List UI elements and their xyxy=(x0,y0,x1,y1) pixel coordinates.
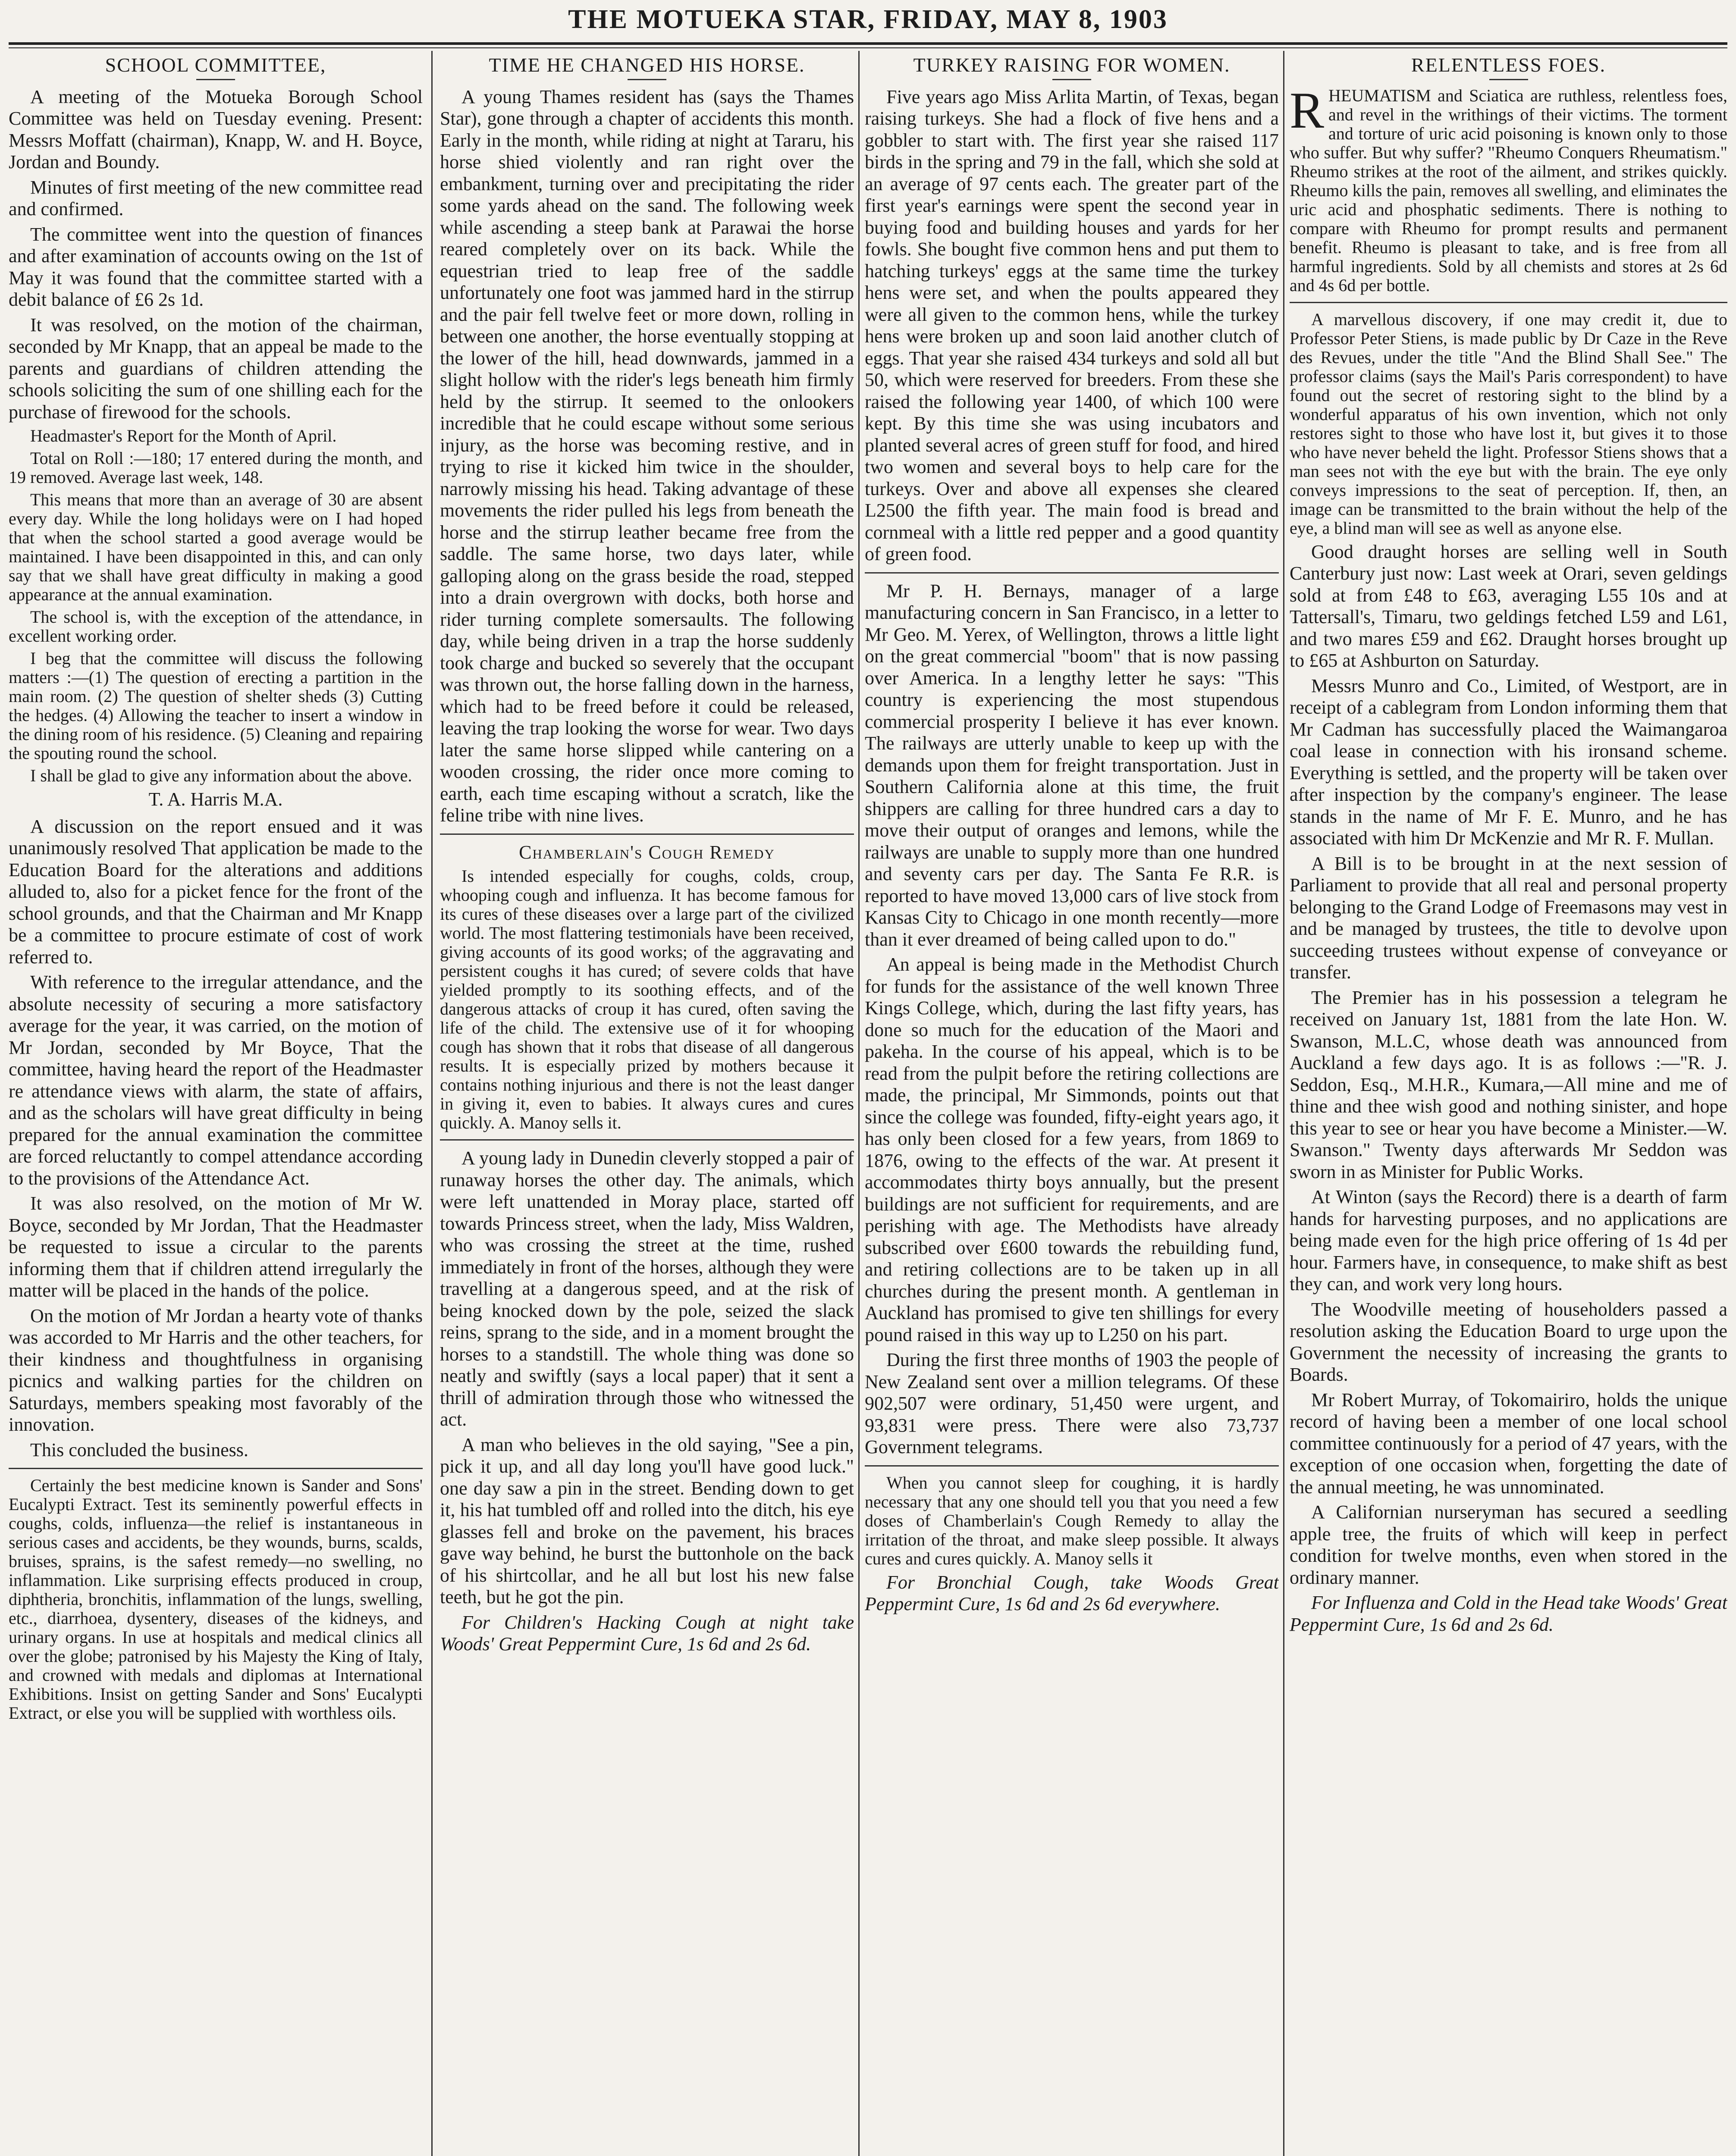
article-paragraph: Five years ago Miss Arlita Martin, of Texas, began raising turkeys. She had a flock of five hens and a gobbler to start with. The first year she raised 117 birds in the spring and 79 in the fall, which she sold at an average of 97 cents each. The greater part of the first year's earnings were spent the second year in buying food and building houses and yards for her fowls. She bought five common hens and put them to hatching turkeys' eggs at the same time the turkey hens were set, and when the poults appeared they were all given to the common hens, while the turkey hens were broken up and soon laid another clutch of eggs. That year she raised 434 turkeys and sold all but 50, which were reserved for breeders. From these she raised the following year 1400, of which 100 were kept. By this time she was using incubators and planted several acres of green stuff for food, and hired two women and several boys to help care for the turkeys. Over and above all expenses she cleared L2500 the fifth year. The main food is bread and cornmeal with a little red pepper and a good quantity of green food. xyxy=(865,86,1279,564)
report-paragraph: I shall be glad to give any information about the above. xyxy=(30,766,412,785)
headline-school-committee: SCHOOL COMMITTEE, xyxy=(105,54,326,76)
article-paragraph: A marvellous discovery, if one may credit it, due to Professor Peter Stiens, is made public by Dr Caze in the Reve des Revues, under the title "And the Blind Shall See." The professor claims (says the Mail's Paris correspondent) to have found out the secret of restoring sight to the blind by a wonderful apparatus of his own invention, which not only restores sight to those who have lost it, but gives it to those who have never beheld the light. Professor Stiens shows that a man sees not with the eye but with the brain. The eye only conveys impressions to the seat of perception. If, then, an image can be transmitted to the brain without the help of the eye, a blind man will see as well as anyone else. xyxy=(1290,309,1727,538)
column-separator xyxy=(865,1465,1279,1467)
advertisement-text: HEUMATISM and Sciatica are ruthless, relentless foes, and revel in the writhings of their victims. The torment and torture of uric acid poisoning is known only to those who suffer. But why suffer? "Rheumo Conquers Rheumatism." Rheumo strikes at the root of the ailment, and strikes quickly. Rheumo kills the pain, removes all swelling, and eliminates the uric acid and phosphatic sediments. There is nothing to compare with Rheumo for prompt results and permanent benefit. Rheumo is pleasant to take, and is free from all harmful ingredients. Sold by all chemists and stores at 2s 6d and 4s 6d per bottle. xyxy=(1290,85,1727,295)
article-paragraph: A discussion on the report ensued and it was unanimously resolved That application be made to the Education Board for the alterations and additions alluded to, also for a picket fence for the front of the school grounds, and that the Chairman and Mr Knapp be a committee to procure estimate of cost of work referred to. xyxy=(9,815,423,968)
report-paragraph: The school is, with the exception of the attendance, in excellent working order. xyxy=(9,607,423,646)
article-paragraph: A man who believes in the old saying, "See a pin, pick it up, and all day long you'll have good luck." one day saw a pin in the street. Bending down to get it, his hat tumbled off and rolled into the ditch, his eye glasses fell and broke on the pavement, his braces gave way behind, he burst the buttonhole on the back of his shirtcollar, and he all but lost his new false teeth, but he got the pin. xyxy=(440,1434,854,1608)
masthead-rule xyxy=(9,42,1727,45)
footer-advert: For Children's Hacking Cough at night take Woods' Great Peppermint Cure, 1s 6d and 2s 6d. xyxy=(440,1611,854,1655)
advertisement-cough-remedy xyxy=(440,867,854,1132)
column-separator xyxy=(9,1468,423,1469)
drop-cap: R xyxy=(1290,81,1325,139)
report-paragraph: I beg that the committee will discuss the following matters :—(1) The question of erecting a partition in the main room. (2) The question of shelter sheds (3) Cutting the hedges. (4) Allowing the teacher to insert a window in the dining room of his residence. (5) Cleaning and repairing the spouting round the school. xyxy=(9,649,423,763)
article-paragraph: Mr P. H. Bernays, manager of a large manufacturing concern in San Francisco, in a letter to Mr Geo. M. Yerex, of Wellington, throws a little light on the great commercial "boom" that is now passing over America. In a lengthy letter he says: "This country is experiencing the most stupendous commercial prosperity I believe it has ever known. The railways are utterly unable to keep up with the demands upon them for freight transportation. Just in Southern California alone at this time, the fruit shippers are calling for three hundred cars a day to move their output of oranges and lemons, while the railways are unable to supply more than one hundred and seventy cars per day. The Santa Fe R.R. is reported to have moved 13,000 cars of live stock from Kansas City to Chicago in one month recently—more than it ever dreamed of being called upon to do." xyxy=(865,580,1279,950)
advertisement-text: When you cannot sleep for coughing, it is hardly necessary that any one should tell you that you need a few doses of Chamberlain's Cough Remedy to allay the irritation of the throat, and make sleep possible. It always cures and cures quickly. A. Manoy sells it xyxy=(865,1473,1279,1568)
article-paragraph: A young Thames resident has (says the Thames Star), gone through a chapter of accidents this month. Early in the month, while riding at night at Tararu, his horse shied violently and ran right over the embankment, turning over and precipitating the rider some yards ahead on the sand. The following week while ascending a steep bank at Parawai the horse reared completely over on its back. While the equestrian tried to leap free of the saddle unfortunately one foot was jammed hard in the stirrup and the pair fell twelve feet or more down, rolling in between one another, the horse eventually stopping at the lower of the hill, head downwards, jammed in a slight hollow with the rider's legs beneath him firmly held by the stirrup. It seemed to the onlookers incredible that he could escape without some serious injury, as the horse was becoming restive, and in trying to rise it kicked him twice in the shoulder, narrowly missing his head. Taking advantage of these movements the rider pulled his legs from beneath the horse and the stirrup leather became free from the saddle. The same horse, two days later, while galloping along on the grass beside the road, stepped into a drain overgrown with docks, both horse and rider turning complete somersaults. The following day, while being driven in a trap the horse suddenly took charge and bucked so severely that the occupant was thrown out, the horse falling down in the harness, which had to be freed before it could be released, leaving the trap looking the worse for wear. Two days later the same horse slipped while cantering on a wooden crossing, the rider once more coming to earth, each time escaping without a scratch, like the feline tribe with nine lives. xyxy=(440,86,854,826)
article-paragraph: Mr Robert Murray, of Tokomairiro, holds the unique record of having been a member of one local school committee continuously for a period of 47 years, with the exception of one occasion when, forgetting the date of the annual meeting, he was unnominated. xyxy=(1290,1389,1727,1498)
footer-advert: For Bronchial Cough, take Woods Great Peppermint Cure, 1s 6d and 2s 6d everywhere. xyxy=(865,1571,1279,1614)
advertisement-eucalypti xyxy=(9,1476,423,1723)
report-paragraph: This means that more than an average of 30 are absent every day. While the long holidays were on I had hoped that when the school started a good average would be maintained. I have been disappointed in this, and can only say that we shall have great difficulty in making a good appearance at the annual examination. xyxy=(9,490,423,604)
article-paragraph: A Californian nurseryman has secured a seedling apple tree, the fruits of which will keep in perfect condition for twelve months, even when stored in the ordinary manner. xyxy=(1290,1501,1727,1588)
advertisement-title: Chamberlain's Cough Remedy xyxy=(519,841,775,863)
article-paragraph: The Woodville meeting of householders passed a resolution asking the Education Board to urge upon the Government the necessity of increasing the grants to Boards. xyxy=(1290,1298,1727,1385)
column-separator xyxy=(440,834,854,835)
headmaster-report xyxy=(9,426,423,785)
column-separator xyxy=(440,1139,854,1141)
footer-advert: For Influenza and Cold in the Head take Woods' Great Peppermint Cure, 1s 6d and 2s 6d. xyxy=(1290,1592,1727,1635)
column-school-committee xyxy=(9,51,423,2156)
headline-turkey: TURKEY RAISING FOR WOMEN. xyxy=(913,54,1231,76)
article-paragraph: This concluded the business. xyxy=(30,1439,248,1460)
advertisement-text: Certainly the best medicine known is Sander and Sons' Eucalypti Extract. Test its seminently powerful effects in coughs, colds, influenza—the relief is instantaneous in serious cases and accidents, be they wounds, burns, scalds, bruises, sprains, is the safest remedy—no swelling, no inflammation. Like surprising effects produced in croup, diphtheria, bronchitis, inflammation of the lungs, swelling, etc., diarrhoea, dysentery, diseases of the kidneys, and urinary organs. In use at hospitals and medical clinics all over the globe; patronised by his Majesty the King of Italy, and crowned with medals and diplomas at International Exhibitions. Insist on getting Sander and Sons' Eucalypti Extract, or else you will be supplied with worthless oils. xyxy=(9,1476,423,1723)
column-rule xyxy=(858,51,860,2156)
headline-relentless: RELENTLESS FOES. xyxy=(1411,54,1606,76)
article-paragraph: Minutes of first meeting of the new committee read and confirmed. xyxy=(9,176,423,219)
column-separator xyxy=(865,572,1279,573)
headline-dash xyxy=(1489,79,1528,80)
article-paragraph: The committee went into the question of finances and after examination of accounts owing on the 1st of May it was found that the committee started with a debit balance of £6 2s 1d. xyxy=(9,223,423,310)
article-paragraph: With reference to the irregular attendance, and the absolute necessity of securing a more satisfactory average for the year, it was carried, on the motion of Mr Jordan, seconded by Mr Boyce, That the committee, having heard the report of the Headmaster re attendance views with alarm, the state of affairs, and as the scholars will have great difficulty in being prepared for the annual examination the committee are forced reluctantly to compel attendance according to the provisions of the Attendance Act. xyxy=(9,971,423,1189)
article-paragraph: At Winton (says the Record) there is a dearth of farm hands for harvesting purposes, and no applications are being made even for the high price offering of 1s 4d per hour. Farmers have, in consequence, to make shift as best they can, and work very long hours. xyxy=(1290,1186,1727,1294)
column-rule xyxy=(431,51,433,2156)
article-paragraph: A meeting of the Motueka Borough School Committee was held on Tuesday evening. Present: Messrs Moffatt (chairman), Knapp, W. and H. Boyce, Jordan and Boundy. xyxy=(9,86,423,172)
column-turkey xyxy=(865,51,1279,2156)
headline-horse: TIME HE CHANGED HIS HORSE. xyxy=(489,54,805,76)
masthead-rule-thin xyxy=(9,47,1727,48)
article-paragraph: An appeal is being made in the Methodist Church for funds for the assistance of the well known Three Kings College, which, during the last fifty years, has done so much for the education of the Maori and pakeha. In the course of his appeal, which is to be read from the pulpit before the retiring collections are made, the principal, Mr Simmonds, points out that since the college was founded, fifty-eight years ago, it has only been closed for a few years, from 1869 to 1876, owing to the effects of the war. At present it accommodates thirty boys annually, but the present buildings are not sufficient for requirements, and are perishing with age. The Methodists have already subscribed over £600 towards the rebuilding fund, and retiring collections are to be taken up in all churches during the present month. A gentleman in Auckland has promised to give ten shillings for every pound raised in this way up to L250 on his part. xyxy=(865,954,1279,1345)
article-paragraph: During the first three months of 1903 the people of New Zealand sent over a million telegrams. Of these 902,507 were ordinary, 51,450 were urgent, and 93,831 were press. There were also 73,737 Government telegrams. xyxy=(865,1349,1279,1457)
newspaper-title: THE MOTUEKA STAR, FRIDAY, MAY 8, 1903 xyxy=(568,5,1168,34)
column-rule xyxy=(1283,51,1284,2156)
headline-dash xyxy=(628,79,666,80)
column-relentless xyxy=(1290,51,1727,2156)
blind-article xyxy=(1290,310,1727,538)
article-paragraph: Messrs Munro and Co., Limited, of Westport, are in receipt of a cablegram from London informing them that Mr Cadman has successfully placed the Waimangaroa coal lease in connection with his ironsand scheme. Everything is settled, and the property will be taken over after inspection by the company's engineer. The lease stands in the name of Mr F. E. Munro, and he has associated with him Dr McKenzie and Mr R. F. Mullan. xyxy=(1290,675,1727,849)
article-paragraph: It was also resolved, on the motion of Mr W. Boyce, seconded by Mr Jordan, That the Headmaster be requested to issue a circular to the parents informing them that if children attend irregularly the matter will be placed in the hands of the police. xyxy=(9,1193,423,1301)
article-paragraph: On the motion of Mr Jordan a hearty vote of thanks was accorded to Mr Harris and the other teachers, for their kindness and thoughtfulness in organising picnics and walking parties for the children on Saturdays, members speaking most favorably of the innovation. xyxy=(9,1305,423,1435)
advertisement-cough xyxy=(865,1473,1279,1568)
columns xyxy=(9,51,1727,2156)
article-paragraph: A young lady in Dunedin cleverly stopped a pair of runaway horses the other day. The animals, which were left unattended in Moray place, started off towards Princess street, when the lady, Miss Waldren, who was crossing the street at the time, rushed immediately in front of the horses, although they were travelling at a dangerous speed, and at the risk of being knocked down by the pole, seized the slack reins, sprang to the side, and in a moment brought the horses to a standstill. The whole thing was done so neatly and swiftly (says a local paper) that it sent a thrill of admiration through those who witnessed the act. xyxy=(440,1147,854,1430)
masthead xyxy=(0,0,1736,45)
article-paragraph: The Premier has in his possession a telegram he received on January 1st, 1881 from the late Hon. W. Swanson, M.L.C, whose death was announced from Auckland a few days ago. It is as follows :—"R. J. Seddon, Esq., M.H.R., Kumara,—All mine and me of thine and thee wish good and nothing sinister, and hope this year to see or hear you have become a Minister.—W. Swanson." Twenty days afterwards Mr Seddon was sworn in as Minister for Public Works. xyxy=(1290,987,1727,1182)
report-heading: Headmaster's Report for the Month of April. xyxy=(30,426,337,445)
article-paragraph: Good draught horses are selling well in South Canterbury just now: Last week at Orari, seven geldings sold at from £48 to £63, averaging L55 10s and at Tattersall's, Timaru, two geldings fetched L59 and L61, and two mares £59 and £62. Draught horses brought up to £65 at Ashburton on Saturday. xyxy=(1290,541,1727,671)
advertisement-text: Is intended especially for coughs, colds, croup, whooping cough and influenza. It has become famous for its cures of these diseases over a large part of the civilized world. The most flattering testimonials have been received, giving accounts of its good works; of the aggravating and persistent coughs it has cured; of severe colds that have yielded promptly to its soothing effects, and of the dangerous attacks of croup it has cured, often saving the life of the child. The extensive use of it for whooping cough has shown that it robs that disease of all dangerous results. It is especially prized by mothers because it contains nothing injurious and there is not the least danger in giving it, even to babies. It always cures and cures quickly. A. Manoy sells it. xyxy=(440,866,854,1132)
column-horse xyxy=(440,51,854,2156)
headline-dash xyxy=(196,79,235,80)
headline-dash xyxy=(1052,79,1091,80)
report-paragraph: Total on Roll :—180; 17 entered during the month, and 19 removed. Average last week, 148. xyxy=(9,448,423,487)
column-separator xyxy=(1290,302,1727,303)
article-paragraph: A Bill is to be brought in at the next session of Parliament to provide that all real and personal property belonging to the Grand Lodge of Freemasons may vest in and be managed by trustees, the title to devolve upon succeeding trustees without expense of conveyance or transfer. xyxy=(1290,852,1727,983)
report-signature: T. A. Harris M.A. xyxy=(148,789,283,810)
article-paragraph: It was resolved, on the motion of the chairman, seconded by Mr Knapp, that an appeal be made to the parents and guardians of children attending the schools soliciting the sum of one shilling each for the purchase of firewood for the schools. xyxy=(9,314,423,423)
advertisement-rheumo xyxy=(1290,81,1727,295)
